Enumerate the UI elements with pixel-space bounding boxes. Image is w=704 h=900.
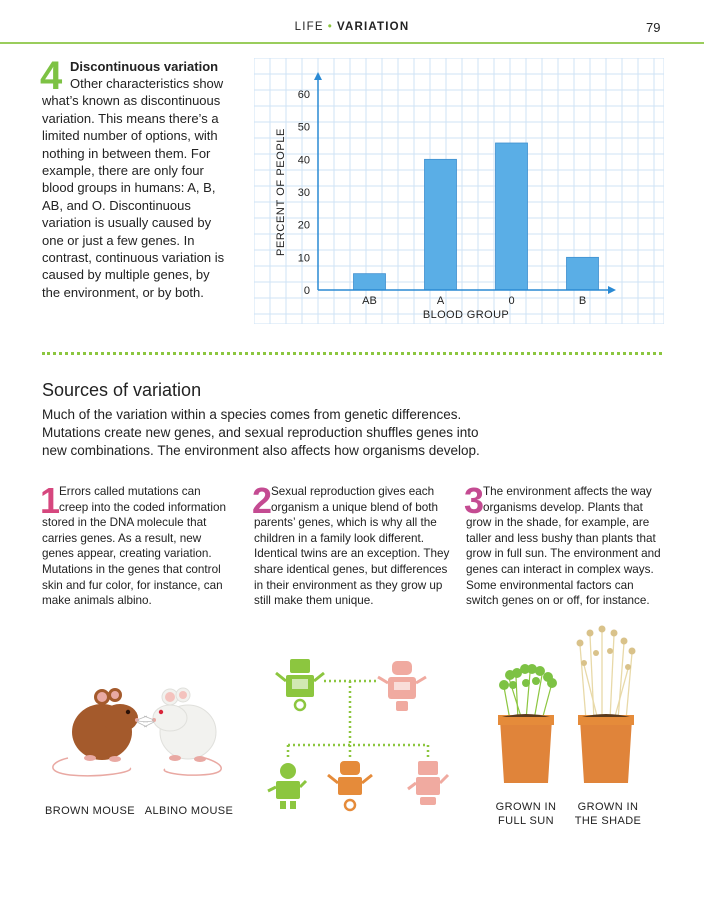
blood-group-chart — [254, 58, 664, 329]
body-line: skin and fur color, for instance, can — [42, 578, 223, 592]
body-line: limited number of options, with — [42, 128, 218, 144]
running-head — [0, 21, 704, 33]
body-line: grow in full sun. The environment and — [466, 547, 661, 561]
body-line: nothing in between them. For — [42, 145, 211, 161]
y-tick-label: 30 — [297, 187, 310, 199]
body-line: Other characteristics show — [70, 76, 224, 91]
caption-full-sun — [488, 800, 564, 828]
body-line: children in a family look different. — [254, 531, 424, 545]
plants-illustration — [490, 625, 660, 785]
intro-line: new combinations. The environment also affects how organisms develop. — [42, 443, 480, 458]
running-head-section: LIFE — [294, 21, 324, 33]
caption-line: FULL SUN — [498, 815, 554, 827]
body-line: stored in the DNA molecule that — [42, 516, 207, 530]
body-line: AB, and O. Discontinuous — [42, 197, 191, 213]
y-tick-label: 40 — [297, 154, 310, 167]
body-line: share identical genes, but differences — [254, 562, 448, 576]
shade-plant-icon — [577, 626, 636, 784]
body-line: Errors called mutations can — [59, 485, 201, 498]
chart-canvas — [254, 58, 664, 324]
body-line: in their environment as they grow up — [254, 578, 443, 592]
y-tick-label: 60 — [297, 89, 310, 101]
header-rule — [0, 42, 704, 44]
chart-grid — [254, 58, 664, 324]
section-number: 4 — [40, 54, 63, 98]
child-robot-orange-icon — [328, 761, 372, 810]
body-line: taller and less bushy than plants that — [466, 531, 656, 545]
body-line: switch genes on or off, for instance. — [466, 594, 650, 608]
caption-line: GROWN IN — [577, 801, 639, 813]
body-line: Identical twins are an exception. They — [254, 547, 450, 561]
caption-shade — [568, 800, 648, 828]
y-tick-label: 10 — [297, 252, 310, 265]
body-line: carries genes. As a result, new — [42, 531, 202, 545]
body-line: Sexual reproduction gives each — [271, 485, 435, 498]
column-body — [464, 480, 662, 609]
body-line: caused by multiple genes, by — [42, 267, 210, 283]
bullet-separator: • — [327, 21, 333, 33]
x-tick-label: A — [436, 295, 445, 307]
sun-plant-icon — [498, 664, 557, 783]
body-line: make animals albino. — [42, 594, 152, 608]
body-line: creep into the coded information — [59, 500, 226, 514]
section-intro — [42, 406, 482, 460]
caption-brown-mouse: BROWN MOUSE — [45, 805, 135, 817]
body-line: what’s known as discontinuous — [42, 93, 221, 109]
body-line: still make them unique. — [254, 594, 374, 608]
y-tick-label: 0 — [303, 285, 310, 297]
y-axis-title: PERCENT OF PEOPLE — [275, 128, 287, 256]
parent-robot-green-icon — [276, 659, 324, 710]
bar-A — [425, 159, 457, 290]
chart-background — [254, 58, 664, 324]
x-tick-label: B — [578, 295, 587, 307]
body-line: genes can interact in complex ways. — [466, 562, 654, 576]
column-body — [40, 480, 238, 609]
bar-B — [567, 257, 599, 290]
body-line: genes appear, creating variation. — [42, 547, 212, 561]
section-divider — [42, 352, 662, 355]
y-tick-label: 50 — [297, 121, 310, 134]
body-line: contrast, continuous variation is — [42, 250, 225, 266]
body-line: organisms develop. Plants that — [483, 500, 643, 514]
x-axis-title: BLOOD GROUP — [422, 309, 510, 321]
caption-line: GROWN IN — [495, 801, 557, 813]
robot-family-illustration — [262, 655, 462, 815]
child-robot-pink-icon — [408, 761, 448, 805]
section-title: Sources of variation — [42, 380, 202, 400]
column-sexual-reproduction — [252, 480, 450, 609]
body-line: variation. This means there’s a — [42, 110, 219, 126]
body-line: example, there are only four — [42, 163, 204, 179]
parent-robot-pink-icon — [378, 661, 426, 711]
running-head-topic: VARIATION — [336, 21, 410, 33]
body-line: organism a unique blend of both — [271, 500, 438, 514]
body-line: Mutations in the genes that control — [42, 562, 221, 576]
body-line: blood groups in humans: A, B, — [42, 180, 216, 196]
mice-illustration — [40, 680, 240, 780]
column-environment — [464, 480, 662, 609]
x-tick-label: AB — [362, 295, 377, 307]
bar-0 — [496, 143, 528, 290]
column-number: 2 — [252, 480, 273, 521]
caption-albino-mouse: ALBINO MOUSE — [144, 805, 234, 817]
intro-line: Much of the variation within a species comes from genetic differences. — [42, 407, 462, 422]
section-body — [42, 75, 242, 301]
brown-mouse-icon — [53, 688, 148, 776]
body-line: variation is usually caused by — [42, 215, 212, 231]
x-tick-label: 0 — [508, 295, 515, 307]
column-body — [252, 480, 450, 609]
bar-AB — [354, 274, 386, 290]
body-line: parents’ genes, which is why all the — [254, 516, 437, 530]
body-line: the environment, or by both. — [42, 284, 204, 300]
section-heading: Discontinuous variation — [70, 59, 219, 74]
body-line: one or just a few genes. In — [42, 232, 195, 248]
albino-mouse-icon — [143, 688, 221, 775]
body-line: Some environmental factors can — [466, 578, 634, 592]
page-number: 79 — [646, 20, 661, 35]
y-tick-label: 20 — [297, 219, 310, 232]
body-line: The environment affects the way — [483, 485, 652, 498]
column-number: 3 — [464, 480, 485, 521]
body-line: grow in the shade, for example, are — [466, 516, 650, 530]
child-robot-green-icon — [268, 763, 306, 809]
column-mutations — [40, 480, 238, 609]
column-number: 1 — [40, 480, 61, 521]
page-header — [0, 0, 704, 44]
caption-line: THE SHADE — [574, 815, 642, 827]
intro-line: Mutations create new genes, and sexual reproduction shuffles genes into — [42, 425, 479, 440]
